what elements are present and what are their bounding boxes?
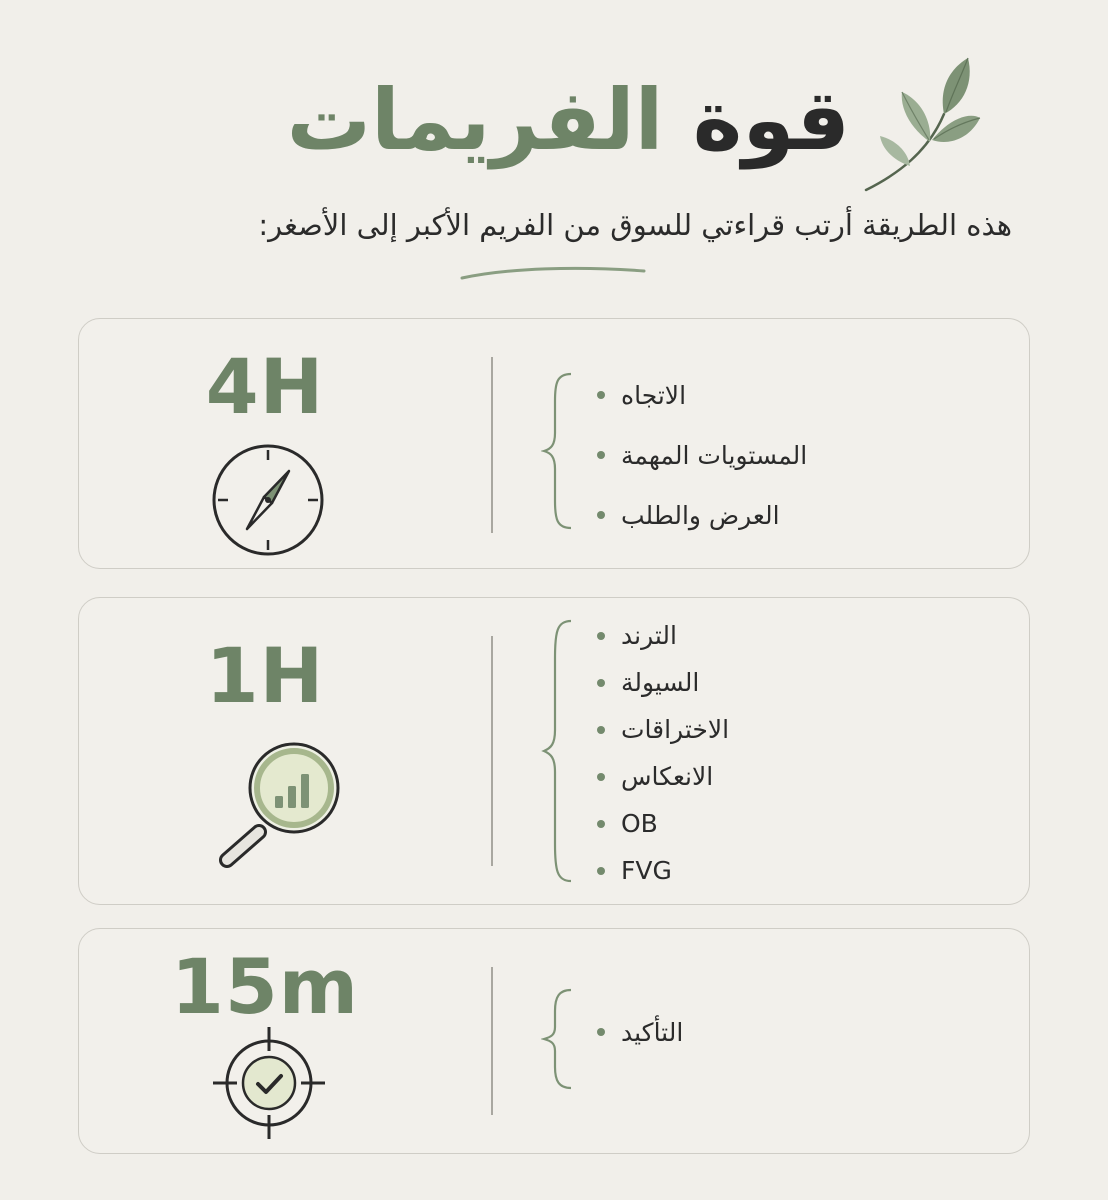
list-item: التأكيد xyxy=(597,1011,683,1053)
subtitle: هذه الطريقة أرتب قراءتي للسوق من الفريم الأكبر إلى الأصغر: xyxy=(258,208,1012,242)
list-item: FVG xyxy=(597,847,729,894)
bullet-dot xyxy=(597,451,605,459)
list-item: السيولة xyxy=(597,659,729,706)
target-check-icon xyxy=(209,1023,329,1143)
title-word-green: الفريمات xyxy=(286,71,664,169)
list-item: الاتجاه xyxy=(597,365,807,425)
timeframe-label: 4H xyxy=(205,342,325,431)
focus-list xyxy=(597,612,729,894)
list-item: المستويات المهمة xyxy=(597,425,807,485)
curly-brace xyxy=(541,987,575,1091)
list-item: الترند xyxy=(597,612,729,659)
list-item: OB xyxy=(597,800,729,847)
list-item: الاختراقات xyxy=(597,706,729,753)
bullet-dot xyxy=(597,726,605,734)
curly-brace xyxy=(541,618,575,884)
curly-brace xyxy=(541,371,575,531)
timeframe-label: 1H xyxy=(205,631,325,720)
decorative-underline xyxy=(458,262,648,284)
bullet-dot xyxy=(597,511,605,519)
bullet-dot xyxy=(597,632,605,640)
list-item: العرض والطلب xyxy=(597,485,807,545)
compass-icon xyxy=(209,441,327,559)
vertical-divider xyxy=(491,636,493,866)
leaf-sprig-icon xyxy=(858,56,982,196)
focus-list xyxy=(597,365,807,545)
timeframe-card-15m xyxy=(78,928,1030,1154)
bullet-dot xyxy=(597,1028,605,1036)
bullet-dot xyxy=(597,773,605,781)
timeframe-card-4h xyxy=(78,318,1030,569)
magnifier-chart-icon xyxy=(197,740,347,870)
bullet-dot xyxy=(597,867,605,875)
bullet-dot xyxy=(597,391,605,399)
vertical-divider xyxy=(491,967,493,1115)
page-title xyxy=(286,71,850,169)
title-word-dark: قوة xyxy=(692,71,850,169)
bullet-dot xyxy=(597,679,605,687)
vertical-divider xyxy=(491,357,493,533)
focus-list xyxy=(597,1011,683,1053)
timeframe-label: 15m xyxy=(171,942,359,1031)
timeframe-card-1h xyxy=(78,597,1030,905)
bullet-dot xyxy=(597,820,605,828)
list-item: الانعكاس xyxy=(597,753,729,800)
